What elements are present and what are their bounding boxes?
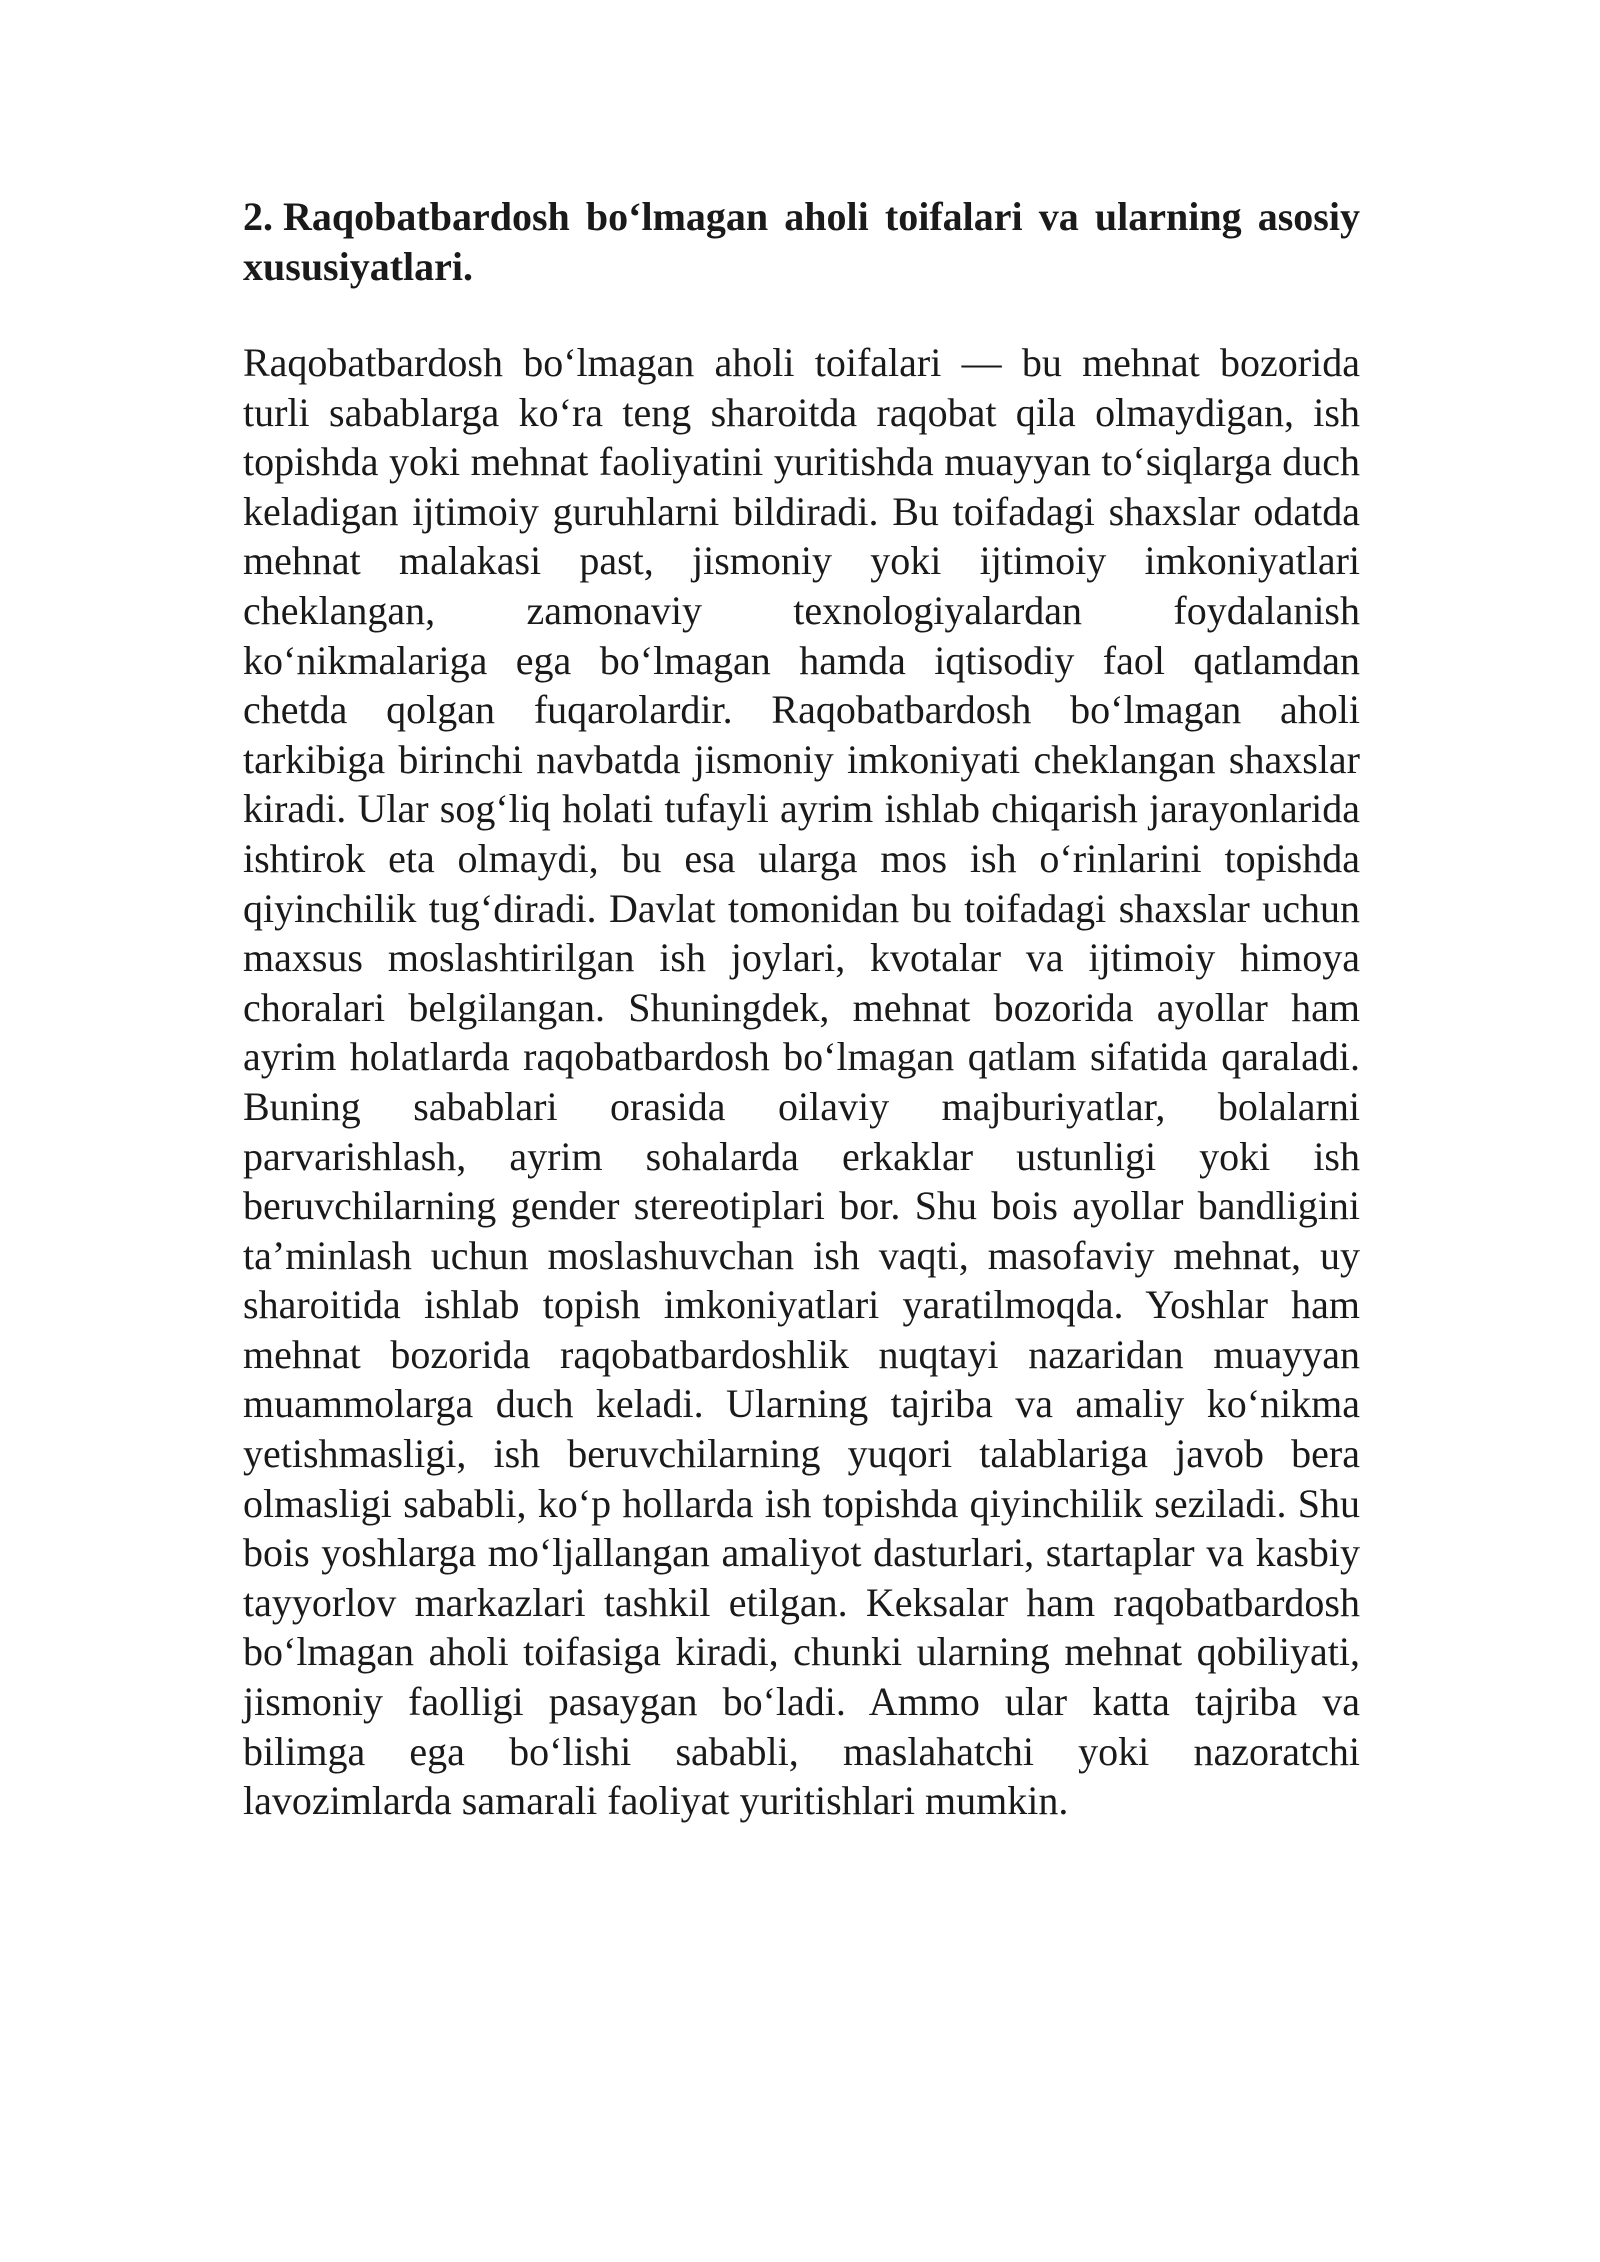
document-content: [243, 192, 1360, 1826]
section-title: Raqobatbardosh bo‘lmagan aholi toifalari va ularning asosiy xususiyatlari.: [243, 194, 1360, 289]
section-heading: [243, 192, 1360, 292]
body-paragraph: Raqobatbardosh bo‘lmagan aholi toifalari — bu mehnat bozorida turli sabablarga ko‘ra teng sharoitda raqobat qila olmaydigan, ish topishda yoki mehnat faoliyatini yuritishda muayyan to‘siqlarga duch keladigan ijtimoiy guruhlarni bildiradi. Bu toifadagi shaxslar odatda mehnat malakasi past, jismoniy yoki ijtimoiy imkoniyatlari cheklangan, zamonaviy texnologiyalardan foydalanish ko‘nikmalariga ega bo‘lmagan hamda iqtisodiy faol qatlamdan chetda qolgan fuqarolardir. Raqobatbardosh bo‘lmagan aholi tarkibiga birinchi navbatda jismoniy imkoniyati cheklangan shaxslar kiradi. Ular sog‘liq holati tufayli ayrim ishlab chiqarish jarayonlarida ishtirok eta olmaydi, bu esa ularga mos ish o‘rinlarini topishda qiyinchilik tug‘diradi. Davlat tomonidan bu toifadagi shaxslar uchun maxsus moslashtirilgan ish joylari, kvotalar va ijtimoiy himoya choralari belgilangan. Shuningdek, mehnat bozorida ayollar ham ayrim holatlarda raqobatbardosh bo‘lmagan qatlam sifatida qaraladi. Buning sabablari orasida oilaviy majburiyatlar, bolalarni parvarishlash, ayrim sohalarda erkaklar ustunligi yoki ish beruvchilarning gender stereotiplari bor. Shu bois ayollar bandligini ta’minlash uchun moslashuvchan ish vaqti, masofaviy mehnat, uy sharoitida ishlab topish imkoniyatlari yaratilmoqda. Yoshlar ham mehnat bozorida raqobatbardoshlik nuqtayi nazaridan muayyan muammolarga duch keladi. Ularning tajriba va amaliy ko‘nikma yetishmasligi, ish beruvchilarning yuqori talablariga javob bera olmasligi sababli, ko‘p hollarda ish topishda qiyinchilik seziladi. Shu bois yoshlarga mo‘ljallangan amaliyot dasturlari, startaplar va kasbiy tayyorlov markazlari tashkil etilgan. Keksalar ham raqobatbardosh bo‘lmagan aholi toifasiga kiradi, chunki ularning mehnat qobiliyati, jismoniy faolligi pasaygan bo‘ladi. Ammo ular katta tajriba va bilimga ega bo‘lishi sababli, maslahatchi yoki nazoratchi lavozimlarda samarali faoliyat yuritishlari mumkin.: [243, 340, 1360, 1824]
section-number: 2.: [243, 194, 273, 239]
